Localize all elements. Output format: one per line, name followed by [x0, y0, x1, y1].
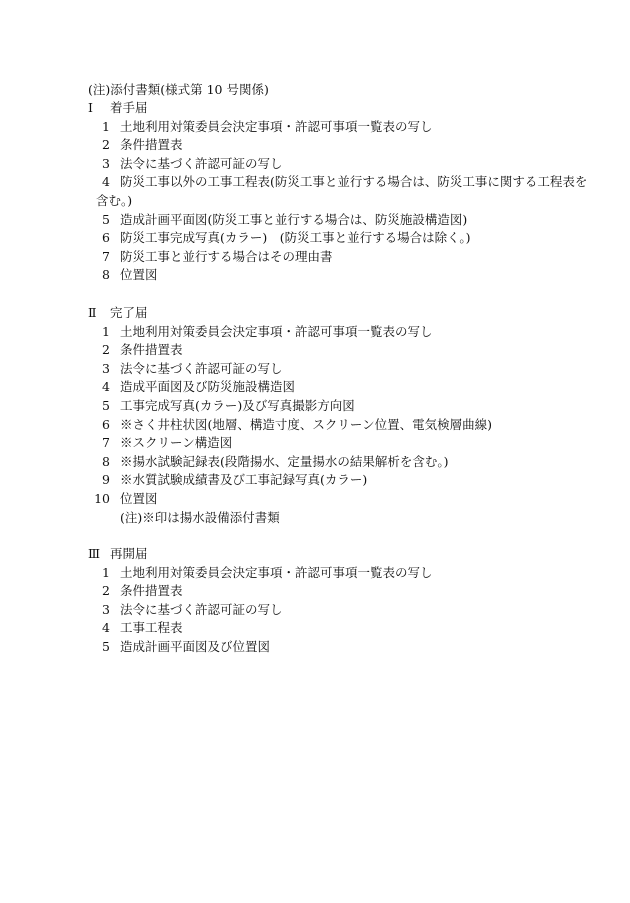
item-text: 造成計画平面図及び位置図	[120, 638, 271, 654]
list-item	[88, 211, 588, 230]
item-text: 位置図	[120, 490, 158, 506]
section-number: Ⅲ	[88, 546, 101, 561]
list-item	[88, 416, 588, 435]
item-text-continued: 含む。)	[96, 192, 133, 208]
item-text: 防災工事以外の工事工程表(防災工事と並行する場合は、防災工事に関する工程表を	[120, 174, 588, 190]
list-item	[88, 229, 588, 248]
item-text: ※さく井柱状図(地層、構造寸度、スクリーン位置、電気検層曲線)	[120, 416, 493, 432]
item-number: 6	[102, 416, 110, 432]
item-text: 防災工事と並行する場合はその理由書	[120, 248, 333, 264]
item-number: 3	[102, 155, 110, 171]
item-text: 条件措置表	[120, 583, 183, 599]
list-item	[88, 490, 588, 509]
item-text: 工事工程表	[120, 620, 183, 636]
item-number: 1	[102, 118, 110, 134]
list-item	[88, 453, 588, 472]
list-item	[88, 582, 588, 601]
list-item	[88, 248, 588, 267]
list-item	[88, 118, 588, 137]
document-title: (注)添付書類(様式第 10 号関係)	[88, 82, 269, 97]
list-item	[88, 266, 588, 285]
item-number: 5	[102, 211, 110, 227]
item-number: 10	[94, 490, 110, 506]
section-title: 再開届	[110, 546, 148, 561]
list-item	[88, 136, 588, 155]
section-chakushu	[88, 99, 588, 285]
item-number: 8	[102, 453, 110, 469]
item-number: 5	[102, 638, 110, 654]
item-text: 防災工事完成写真(カラー) (防災工事と並行する場合は除く。)	[120, 230, 471, 246]
list-item	[88, 173, 588, 210]
list-item	[88, 378, 588, 397]
item-text: 造成平面図及び防災施設構造図	[120, 379, 296, 395]
list-item	[88, 323, 588, 342]
item-number: 7	[102, 435, 110, 451]
item-number: 4	[102, 174, 110, 190]
item-number: 9	[102, 472, 110, 488]
item-number: 5	[102, 397, 110, 413]
list-item	[88, 155, 588, 174]
item-text: 工事完成写真(カラー)及び写真撮影方向図	[120, 397, 355, 413]
section-number: Ⅱ	[88, 305, 97, 320]
item-number: 2	[102, 583, 110, 599]
item-text: ※水質試験成績書及び工事記録写真(カラー)	[120, 472, 368, 488]
list-item	[88, 360, 588, 379]
section-title: 着手届	[110, 100, 148, 115]
item-number: 6	[102, 230, 110, 246]
section-note: (注)※印は揚水設備添付書類	[120, 509, 280, 525]
list-item	[88, 638, 588, 657]
item-number: 1	[102, 564, 110, 580]
section-kanryo	[88, 304, 588, 527]
item-number: 3	[102, 601, 110, 617]
section-number: Ⅰ	[88, 100, 93, 115]
item-text: 法令に基づく許認可証の写し	[120, 360, 283, 376]
item-text: ※揚水試験記録表(段階揚水、定量揚水の結果解析を含む。)	[120, 453, 449, 469]
item-text: 法令に基づく許認可証の写し	[120, 155, 283, 171]
item-number: 4	[102, 379, 110, 395]
item-number: 2	[102, 137, 110, 153]
item-text: 土地利用対策委員会決定事項・許認可事項一覧表の写し	[120, 118, 433, 134]
list-item	[88, 471, 588, 490]
item-number: 3	[102, 360, 110, 376]
item-text: 造成計画平面図(防災工事と並行する場合は、防災施設構造図)	[120, 211, 468, 227]
item-number: 7	[102, 248, 110, 264]
item-text: 条件措置表	[120, 342, 183, 358]
item-number: 1	[102, 323, 110, 339]
list-item	[88, 397, 588, 416]
item-text: 土地利用対策委員会決定事項・許認可事項一覧表の写し	[120, 564, 433, 580]
section-title: 完了届	[110, 305, 148, 320]
item-number: 4	[102, 620, 110, 636]
section-heading	[88, 304, 588, 323]
item-number: 8	[102, 267, 110, 283]
section-saikai	[88, 545, 588, 657]
item-text: 条件措置表	[120, 137, 183, 153]
item-text: 位置図	[120, 267, 158, 283]
list-item	[88, 619, 588, 638]
section-heading	[88, 99, 588, 118]
section-heading	[88, 545, 588, 564]
list-item	[88, 564, 588, 583]
item-text: ※スクリーン構造図	[120, 435, 233, 451]
list-item	[88, 434, 588, 453]
item-text: 土地利用対策委員会決定事項・許認可事項一覧表の写し	[120, 323, 433, 339]
item-text: 法令に基づく許認可証の写し	[120, 601, 283, 617]
list-item	[88, 601, 588, 620]
list-item	[88, 341, 588, 360]
item-number: 2	[102, 342, 110, 358]
